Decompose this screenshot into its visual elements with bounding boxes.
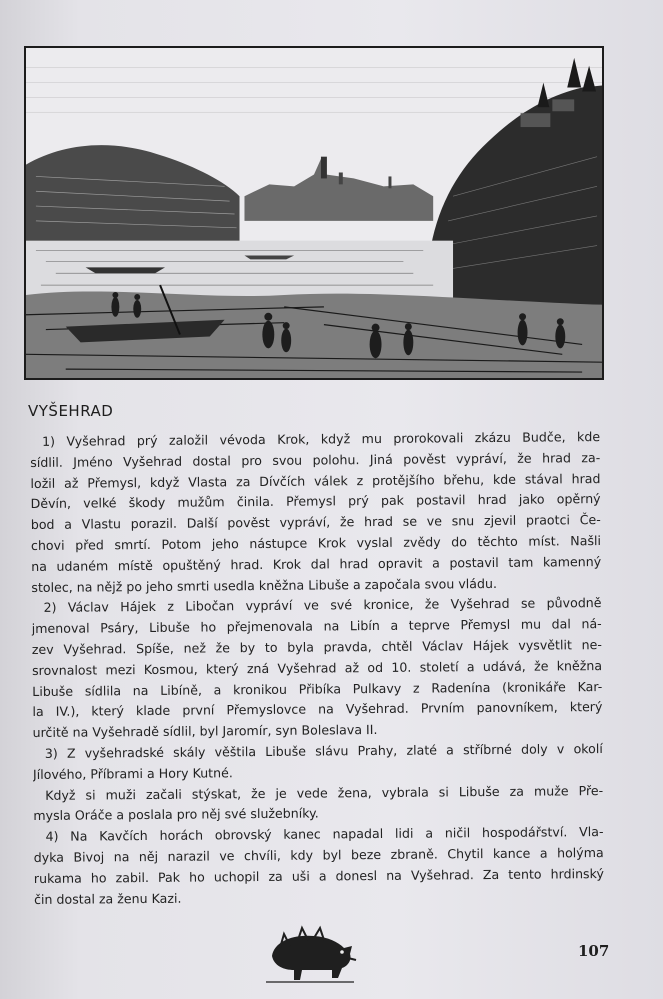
text-line: sídlil. Jméno Vyšehrad dostal pro svou polohu. Jiná pověst vypráví, že hrad za- <box>30 449 601 470</box>
text-line: jmenoval Psáry, Libuše ho přejmenovala na Libín a teprve Přemysl mu dal ná- <box>31 616 602 637</box>
text-line: určitě na Vyšehradě sídlil, byl Jaromír, syn Boleslava II. <box>32 722 378 741</box>
text-line: srovnalost mezi Kosmou, který zná Vyšehrad až od 10. století a udává, že kněžna <box>32 657 603 678</box>
vysehrad-engraving-illustration <box>24 46 604 380</box>
text-line: bod a Vlastu porazil. Další pověst vypráví, že hrad se ve snu zjevil praotci Če- <box>30 512 601 533</box>
boar-ornament-icon <box>262 916 358 984</box>
page-number: 107 <box>578 942 610 960</box>
text-line: chovi před smrtí. Potom jeho nástupce Krok vyslal zvědy do těchto míst. Našli <box>30 533 602 553</box>
text-line: ložil až Přemysl, když Vlasta za Dívčích válek z protějšího břehu, kde stával hrad <box>30 470 601 491</box>
body-text <box>30 427 604 910</box>
text-line: na udaném místě opuštěný hrad. Krok dal hrad opravit a postavil tam kamenný <box>31 553 602 574</box>
text-line: 4) Na Kavčích horách obrovský kanec napadal lidi a ničil hospodářství. Vla- <box>45 824 604 845</box>
text-line: čin dostal za ženu Kazi. <box>34 890 182 907</box>
text-line: Když si muži začali stýskat, že je vede žena, vybrala si Libuše za muže Pře- <box>45 782 604 803</box>
text-line: 3) Z vyšehradské skály věštila Libuše slávu Prahy, zlaté a stříbrné doly v okolí <box>44 740 603 761</box>
text-line: rukama ho zabil. Pak ho uchopil za uši a donesl na Vyšehrad. Za tento hrdinský <box>33 865 604 886</box>
engraving-drawing <box>26 48 602 378</box>
text-line: mysla Oráče a poslala pro něj své služebníky. <box>33 805 319 824</box>
text-line: 2) Václav Hájek z Libočan vypráví ve své kronice, že Vyšehrad se původně <box>43 595 602 616</box>
section-heading: VYŠEHRAD <box>28 402 114 420</box>
text-line: 1) Vyšehrad prý založil vévoda Krok, když mu prorokovali zkázu Budče, kde <box>42 429 601 449</box>
text-line: Jílového, Příbrami a Hory Kutné. <box>32 764 233 782</box>
text-line: stolec, na nějž po jeho smrti usedla kněžna Libuše a započala svou vládu. <box>31 575 498 595</box>
text-line: zev Vyšehrad. Spíše, než že by to byla pravda, chtěl Václav Hájek vysvětlit ne- <box>31 636 602 657</box>
text-line: la IV.), který klade první Přemyslovce na Vyšehrad. Prvním panovníkem, který <box>32 699 603 720</box>
text-line: dyka Bivoj na něj narazil ve chvíli, kdy byl beze zbraně. Chytil kance a holýma <box>33 844 604 865</box>
text-line: Děvín, velké škody mužům činila. Přemysl prý pak postavil hrad jako opěrný <box>30 491 601 512</box>
text-line: Libuše sídlila na Libíně, a kronikou Přibíka Pulkavy z Radenína (kronikáře Kar- <box>32 678 603 699</box>
